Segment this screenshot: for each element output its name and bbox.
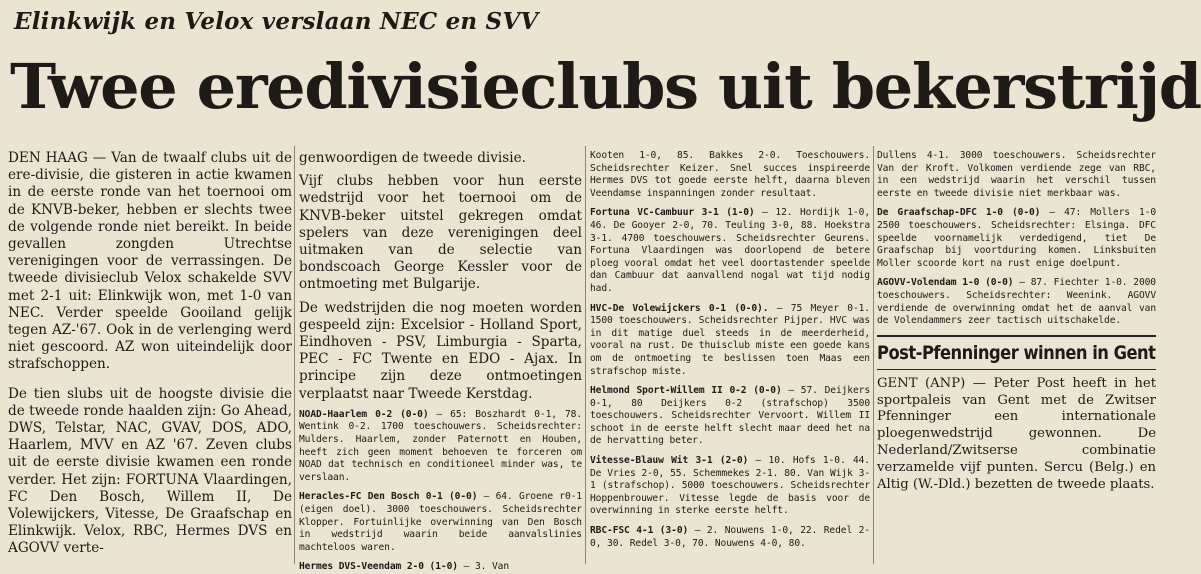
match-report (590, 455, 870, 518)
match-report (590, 150, 870, 200)
match-title: RBC-FSC 4-1 (3-0) (590, 525, 689, 537)
match-title: Heracles-FC Den Bosch 0-1 (0-0) (299, 491, 478, 503)
match-body: — 75 Meyer 0-1. 1500 toeschouwers. Scheidsrechter Pijper. HVC was in dit matige duel steeds in de meerderheid, vooral na rust. De thuisclub miste een goede kans om de ontmoeting te beslissen toen Maas een strafschop miste. (590, 302, 870, 377)
column-4-lead (877, 376, 1156, 494)
match-report (877, 150, 1156, 200)
paragraph: De tien slubs uit de hoogste divisie die de tweede ronde haalden zijn: Go Ahead, DWS, Telstar, NAC, GVAV, DOS, ADO, Haarlem, MVV en AZ '67. Zeven clubs uit de eerste divisie kwamen een ronde verder. Het zijn: FORTUNA Vlaardingen, FC Den Bosch, Willem II, De Volewijckers, Vitesse, De Graafschap en Elinkwijk. Velox, RBC, Hermes DVS en AGOVV verte- (8, 385, 292, 557)
match-report (877, 207, 1156, 270)
match-report (590, 385, 870, 448)
match-body: — 65: Boszhardt 0-1, 78. Wentink 0-2. 1700 toeschouwers. Scheidsrechter: Mulders. Haarlem, zonder Paternott en Houben, heeft zich geen moment behoeven te forceren om NOAD dat technisch en conditioneel minder was, te verslaan. (299, 408, 582, 483)
match-reports (877, 150, 1156, 328)
column-2-lead (299, 150, 582, 403)
match-title: AGOVV-Volendam 1-0 (0-0) (877, 277, 1014, 289)
kicker: Elinkwijk en Velox verslaan NEC en SVV (14, 8, 539, 35)
column-rule (585, 146, 586, 564)
sub-headline: Post-Pfenninger winnen in Gent (877, 341, 1156, 364)
match-title: HVC-De Volewijckers 0-1 (0-0). (590, 302, 769, 314)
match-body: — 3. Van (457, 561, 510, 573)
match-body: Kooten 1-0, 85. Bakkes 2-0. Toeschouwers. Scheidsrechter Keizer. Snel succes inspireerde Hermes DVS tot goede eerste helft, daarna bleven Veendamse inspanningen zonder resultaat. (590, 150, 870, 199)
match-body: — 64. Groene r0-1 (eigen doel). 3000 toeschouwers. Scheidsrechter Klopper. Fortuinlijke overwinning van Den Bosch in wedstrijd waarin beide aanvalslinies machteloos waren. (299, 491, 582, 553)
headline: Twee eredivisieclubs uit bekerstrijd (10, 50, 1201, 123)
match-body: — 57. Deijkers 0-1, 80 Deijkers 0-2 (strafschop) 3500 toeschouwers. Scheidsrechter Vervoort. Willem II schoot in de eerste helft slecht maar deed het na de hervatting beter. (590, 385, 870, 447)
paragraph: De wedstrijden die nog moeten worden gespeeld zijn: Excelsior - Holland Sport, Eindhoven - PSV, Limburgia - Sparta, PEC - FC Twente en EDO - Ajax. In principe zijn deze ontmoetingen verplaatst naar Tweede Kerstdag. (299, 299, 582, 402)
paragraph: genwoordigen de tweede divisie. (299, 150, 526, 166)
match-reports (299, 409, 582, 574)
column-rule (294, 146, 295, 564)
match-body: — 12. Hordijk 1-0, 46. De Gooyer 2-0, 70. Teuling 3-0, 88. Hoekstra 3-1. 4700 toeschouwers. Scheidsrechter Geurens. Fortuna Vlaardingen was doorlopend de betere ploeg vooral omdat het veel doortastender speelde dan Cambuur dat aanvallend nogal wat tijd nodig had. (590, 207, 870, 294)
column-2 (299, 150, 582, 573)
column-3 (590, 150, 870, 565)
match-report (877, 277, 1156, 327)
match-report (590, 303, 870, 379)
sub-headline-box (877, 335, 1156, 370)
match-report (590, 207, 870, 295)
match-report (299, 561, 582, 574)
paragraph: GENT (ANP) — Peter Post heeft in het sportpaleis van Gent met de Zwitser Pfenninger een internationale ploegenwedstrijd gewonnen. De Nederland/Zwitserse combinatie verzamelde vijf punten. Sercu (Belg.) en Altig (W.-Dld.) bezetten de tweede plaats. (877, 375, 1156, 492)
match-body: Dullens 4-1. 3000 toeschouwers. Scheidsrechter Van der Kroft. Volkomen verdiende zege van RBC, in een wedstrijd waarin het verschil tussen eerste en tweede divisie niet merkbaar was. (877, 150, 1156, 199)
match-body: — 47: Mollers 1-0 2500 toeschouwers. Scheidsrechter: Elsinga. DFC speelde voornamelijk verdedigend, tiet De Graafschap bij voortduring komen. Linksbuiten Moller scoorde kort na rust enige doelpunt. (877, 207, 1156, 269)
match-body: — 87. Fiechter 1-0. 2000 toeschouwers. Scheidsrechter: Weenink. AGOVV verdiende de overwinning omdat het de aanval van de Volendammers zeer tactisch uitschakelde. (877, 277, 1156, 327)
match-title: Hermes DVS-Veendam 2-0 (1-0) (299, 561, 458, 573)
match-report (590, 525, 870, 550)
match-report (299, 409, 582, 485)
column-1 (8, 150, 292, 565)
match-title: Vitesse-Blauw Wit 3-1 (2-0) (590, 455, 749, 467)
match-body: — 2. Nouwens 1-0, 22. Redel 2-0, 30. Redel 3-0, 70. Nouwens 4-0, 80. (590, 525, 870, 549)
paragraph: Vijf clubs hebben voor hun eerste wedstrijd voor het toernooi om de KNVB-beker uitstel gekregen omdat spelers van deze verenigingen deel uitmaken van de selectie van bondscoach George Kessler voor de ontmoeting met Bulgarije. (299, 173, 582, 293)
match-title: Fortuna VC-Cambuur 3-1 (1-0) (590, 207, 755, 219)
column-rule (873, 146, 874, 564)
match-title: NOAD-Haarlem 0-2 (0-0) (299, 408, 429, 420)
match-title: Helmond Sport-Willem II 0-2 (0-0) (590, 385, 782, 397)
match-report (299, 491, 582, 554)
match-title: De Graafschap-DFC 1-0 (0-0) (877, 207, 1041, 219)
paragraph: DEN HAAG — Van de twaalf clubs uit de ere-divisie, die gisteren in actie kwamen in de eerste ronde van het toernooi om de KNVB-beker, hebben er slechts twee de volgende ronde niet bereikt. In beide gevallen zongden Utrechtse verenigingen voor de verrassingen. De tweede divisieclub Velox schakelde SVV met 2-1 uit: Elinkwijk won, met 1-0 van NEC. Verder speelde Gooiland gelijk tegen AZ-'67. Ook in de verlenging werd niet gescoord. AZ won uiteindelijk door strafschoppen. (8, 150, 292, 373)
column-4 (877, 150, 1156, 565)
match-body: — 10. Hofs 1-0. 44. De Vries 2-0, 55. Schemmekes 2-1. 80. Van Wijk 3-1 (strafschop). 5000 toeschouwers. Scheidsrechter Hoppenbrouwer. Vitesse legde de basis voor de overwinning in sterke eerste helft. (590, 455, 870, 517)
